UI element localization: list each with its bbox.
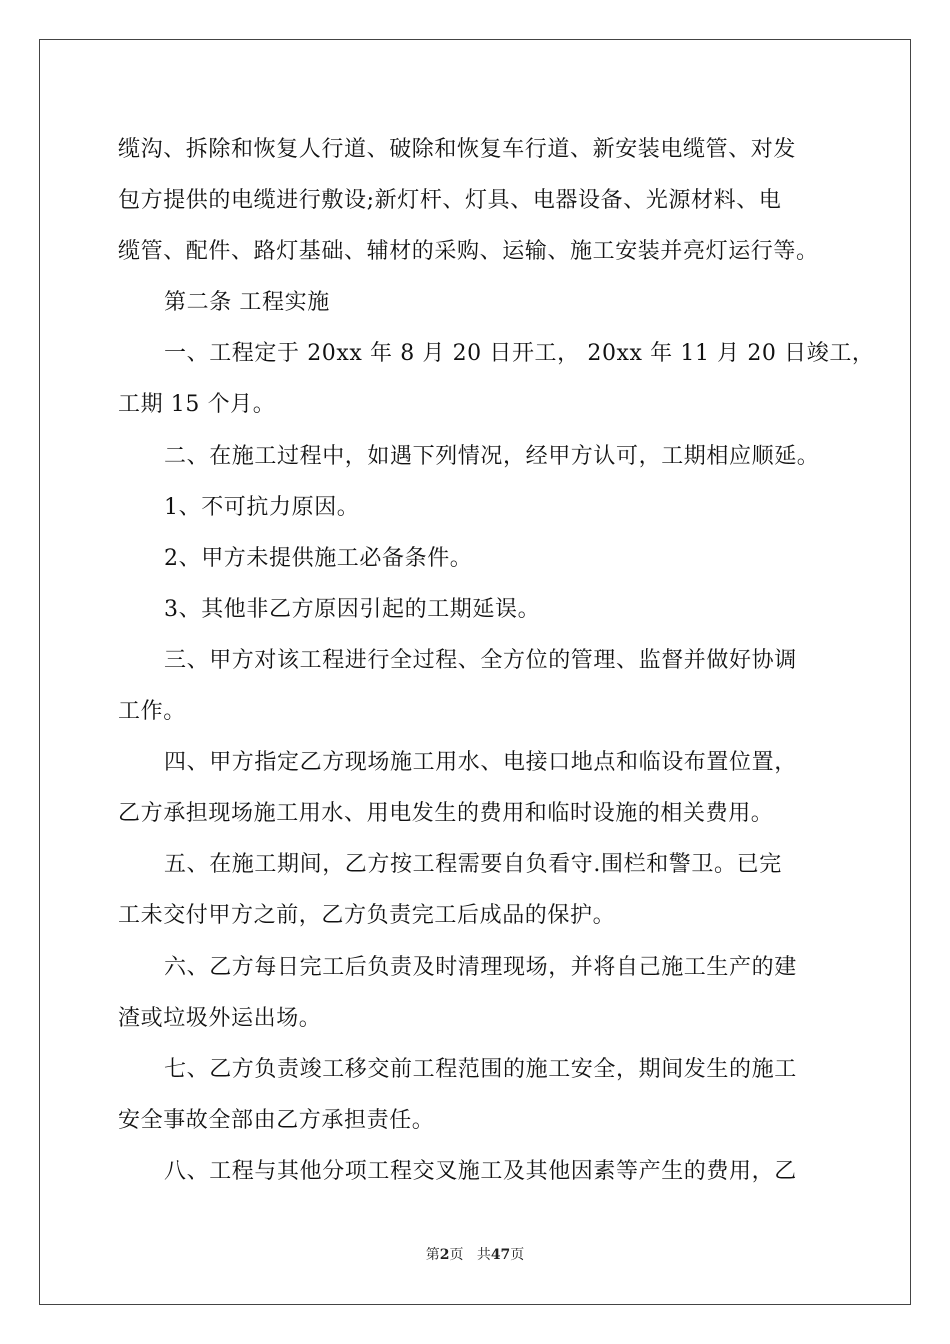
text-line: 1、不可抗力原因。 — [164, 494, 360, 520]
text-line: 缆管、配件、路灯基础、辅材的采购、运输、施工安装并亮灯运行等。 — [118, 239, 819, 265]
text-line: 渣或垃圾外运出场。 — [118, 1005, 322, 1031]
text-line: 二、在施工过程中，如遇下列情况，经甲方认可，工期相应顺延。 — [164, 443, 820, 469]
text-line: 工未交付甲方之前，乙方负责完工后成品的保护。 — [118, 903, 616, 929]
total-suffix: 页 — [510, 1247, 525, 1263]
page-current: 2 — [439, 1247, 450, 1263]
text-line: 工作。 — [118, 699, 186, 725]
text-line: 四、甲方指定乙方现场施工用水、电接口地点和临设布置位置， — [164, 750, 797, 776]
text-line: 3、其他非乙方原因引起的工期延误。 — [164, 596, 541, 622]
text-line: 安全事故全部由乙方承担责任。 — [118, 1107, 435, 1133]
page-suffix: 页 — [449, 1247, 464, 1263]
text-line: 一、工程定于 20xx 年 8 月 20 日开工， 20xx 年 11 月 20 日竣工， — [164, 341, 875, 367]
text-line: 五、在施工期间，乙方按工程需要自负看守.围栏和警卫。已完 — [164, 852, 782, 878]
document-body — [118, 124, 875, 1197]
text-line: 六、乙方每日完工后负责及时清理现场，并将自己施工生产的建 — [164, 954, 797, 980]
text-line: 第二条 工程实施 — [164, 290, 330, 316]
text-line: 包方提供的电缆进行敷设;新灯杆、灯具、电器设备、光源材料、电 — [118, 188, 782, 214]
text-line: 七、乙方负责竣工移交前工程范围的施工安全，期间发生的施工 — [164, 1056, 797, 1082]
text-line: 乙方承担现场施工用水、用电发生的费用和临时设施的相关费用。 — [118, 801, 774, 827]
text-line: 工期 15 个月。 — [118, 392, 276, 418]
total-prefix: 共 — [476, 1247, 491, 1263]
text-line: 三、甲方对该工程进行全过程、全方位的管理、监督并做好协调 — [164, 647, 797, 673]
page-total: 47 — [490, 1247, 511, 1263]
text-line: 八、工程与其他分项工程交叉施工及其他因素等产生的费用，乙 — [164, 1158, 797, 1184]
page-footer — [0, 1244, 950, 1264]
page-prefix: 第 — [425, 1247, 440, 1263]
text-line: 缆沟、拆除和恢复人行道、破除和恢复车行道、新安装电缆管、对发 — [118, 137, 797, 162]
text-line: 2、甲方未提供施工必备条件。 — [164, 545, 473, 571]
